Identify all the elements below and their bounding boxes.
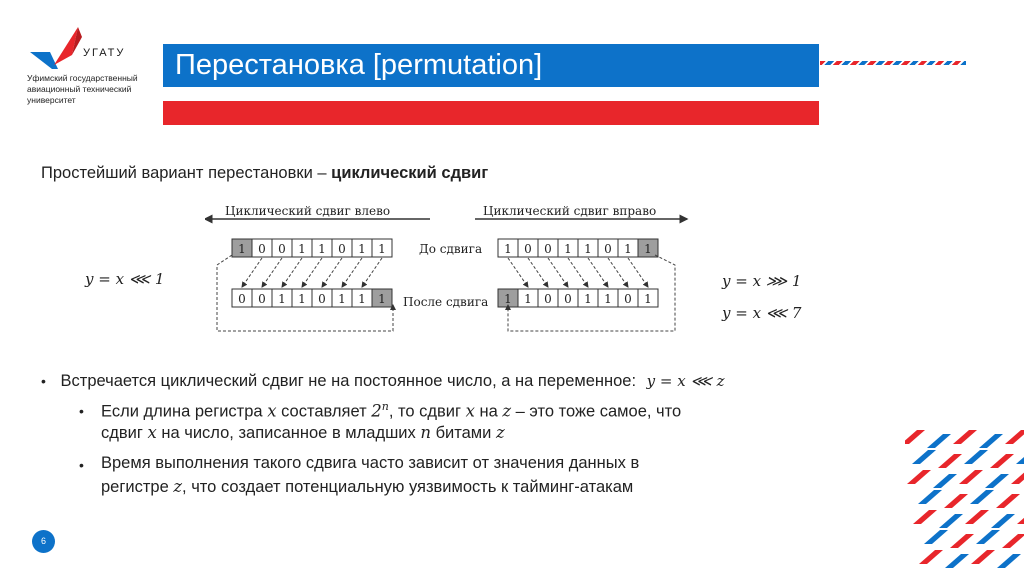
university-line: Уфимский государственный xyxy=(27,73,138,83)
bullet-1 xyxy=(41,372,724,391)
shift-arrow xyxy=(628,258,648,287)
bit-value: 1 xyxy=(644,292,652,306)
flag-shape xyxy=(991,514,1015,528)
shift-arrow xyxy=(362,258,382,287)
shift-arrow xyxy=(282,258,302,287)
bit-value: 1 xyxy=(238,242,246,256)
cyclic-shift-diagram xyxy=(205,203,692,343)
math-var: x xyxy=(465,401,475,421)
bit-value: 0 xyxy=(524,242,532,256)
bit-value: 1 xyxy=(584,242,592,256)
university-line: авиационный технический xyxy=(27,84,132,94)
flag-shape xyxy=(907,470,931,484)
flag-shape xyxy=(939,514,963,528)
bit-value: 1 xyxy=(378,242,386,256)
flag-shape xyxy=(1002,534,1024,548)
bit-value: 0 xyxy=(318,292,326,306)
bit-value: 1 xyxy=(338,292,346,306)
bit-value: 1 xyxy=(318,242,326,256)
text-part: Если длина регистра xyxy=(101,402,268,421)
math-var: n xyxy=(420,423,431,442)
flag-shape xyxy=(976,530,1000,544)
before-label: До сдвига xyxy=(419,242,483,256)
intro-line xyxy=(41,164,488,183)
shift-arrow xyxy=(302,258,322,287)
formula-right-1: y = x ⋙ 1 xyxy=(722,272,802,290)
flag-shape xyxy=(938,454,962,468)
bit-value: 0 xyxy=(544,292,552,306)
shift-arrow xyxy=(242,258,262,287)
shift-arrow xyxy=(322,258,342,287)
bullet-2-line-2 xyxy=(101,423,505,443)
bit-value: 1 xyxy=(524,292,532,306)
university-name xyxy=(27,73,157,106)
math-var: x xyxy=(147,423,157,442)
bullet-3-line-1: Время выполнения такого сдвига часто зависит от значения данных в xyxy=(101,454,640,472)
flag-shape xyxy=(918,490,942,504)
formula-right-2: y = x ⋘ 7 xyxy=(722,304,802,322)
flag-shape xyxy=(953,430,977,444)
bit-value: 0 xyxy=(604,242,612,256)
left-caption: Циклический сдвиг влево xyxy=(225,204,391,218)
bit-value: 1 xyxy=(644,242,652,256)
bit-value: 1 xyxy=(624,242,632,256)
intro-bold: циклический сдвиг xyxy=(331,164,489,182)
bullet-1-formula: y = x ⋘ z xyxy=(646,372,725,390)
math-var: 2 xyxy=(371,401,382,421)
bit-value: 1 xyxy=(604,292,612,306)
bullet-dot: • xyxy=(41,373,46,389)
bullet-1-text: Встречается циклический сдвиг не на постоянное число, а на переменное: xyxy=(60,372,637,390)
bit-value: 1 xyxy=(564,242,572,256)
flag-shape xyxy=(933,474,957,488)
flag-shape xyxy=(1016,450,1024,464)
bullet-3 xyxy=(79,456,84,475)
text-part: регистре xyxy=(101,478,174,496)
bit-value: 0 xyxy=(564,292,572,306)
flag-shape xyxy=(912,450,936,464)
flag-shape xyxy=(971,550,995,564)
shift-arrow xyxy=(588,258,608,287)
decorative-flags-icon xyxy=(905,430,1024,574)
math-var: z xyxy=(495,423,505,442)
flag-shape xyxy=(996,494,1020,508)
bit-value: 0 xyxy=(278,242,286,256)
logo-icon xyxy=(28,25,84,69)
bit-value: 0 xyxy=(624,292,632,306)
flag-shape xyxy=(945,554,969,568)
math-var: z xyxy=(173,477,183,496)
text-part: на xyxy=(474,402,503,421)
shift-arrow xyxy=(262,258,282,287)
bit-value: 0 xyxy=(544,242,552,256)
after-label: После сдвига xyxy=(403,295,489,309)
bit-value: 0 xyxy=(258,292,266,306)
flag-shape xyxy=(979,434,1003,448)
text-part: , что создает потенциальную уязвимость к тайминг-атакам xyxy=(182,478,634,496)
flag-shape xyxy=(1017,510,1024,524)
flag-shape xyxy=(950,534,974,548)
flag-shape xyxy=(913,510,937,524)
text-part: , то сдвиг xyxy=(388,402,466,421)
bit-value: 1 xyxy=(504,292,512,306)
flag-shape xyxy=(1011,470,1024,484)
flag-shape xyxy=(990,454,1014,468)
flag-shape xyxy=(970,490,994,504)
math-exponent: n xyxy=(381,400,389,413)
math-var: z xyxy=(502,401,512,421)
text-part: составляет xyxy=(276,402,372,421)
bullet-2 xyxy=(79,402,84,421)
bit-value: 1 xyxy=(298,292,306,306)
intro-text: Простейший вариант перестановки – xyxy=(41,164,332,182)
flag-shape xyxy=(959,470,983,484)
bit-value: 1 xyxy=(358,242,366,256)
bit-value: 1 xyxy=(358,292,366,306)
shift-arrow xyxy=(608,258,628,287)
flag-shape xyxy=(1005,430,1024,444)
flag-shape xyxy=(924,530,948,544)
page-number: 6 xyxy=(32,530,55,553)
bit-value: 1 xyxy=(584,292,592,306)
text-part: битами xyxy=(431,424,496,442)
flag-shape xyxy=(985,474,1009,488)
decorative-stripe xyxy=(820,61,966,65)
formula-left: y = x ⋘ 1 xyxy=(85,270,165,288)
flag-shape xyxy=(905,430,925,444)
logo-text: УГАТУ xyxy=(83,47,126,59)
bullet-3-line-2 xyxy=(101,477,633,497)
bit-value: 1 xyxy=(504,242,512,256)
flag-shape xyxy=(997,554,1021,568)
red-accent-bar xyxy=(163,101,819,125)
bit-value: 1 xyxy=(378,292,386,306)
bit-value: 0 xyxy=(238,292,246,306)
bullet-dot: • xyxy=(79,403,84,419)
text-part: сдвиг xyxy=(101,424,148,442)
flag-shape xyxy=(964,450,988,464)
slide-title: Перестановка [permutation] xyxy=(175,49,543,81)
bit-value: 0 xyxy=(338,242,346,256)
flag-shape xyxy=(944,494,968,508)
flag-shape xyxy=(927,434,951,448)
shift-arrow xyxy=(342,258,362,287)
flag-shape xyxy=(965,510,989,524)
text-part: на число, записанное в младших xyxy=(156,424,421,442)
math-var: x xyxy=(267,401,277,421)
bullet-dot: • xyxy=(79,457,84,473)
shift-arrow xyxy=(568,258,588,287)
shift-arrow xyxy=(548,258,568,287)
shift-arrow xyxy=(528,258,548,287)
flag-shape xyxy=(919,550,943,564)
bullet-2-line-1 xyxy=(101,400,681,422)
shift-arrow xyxy=(508,258,528,287)
text-part: – это тоже самое, что xyxy=(511,402,682,421)
bit-value: 1 xyxy=(278,292,286,306)
bit-value: 1 xyxy=(298,242,306,256)
university-line: университет xyxy=(27,95,76,105)
right-caption: Циклический сдвиг вправо xyxy=(483,204,657,218)
bit-value: 0 xyxy=(258,242,266,256)
